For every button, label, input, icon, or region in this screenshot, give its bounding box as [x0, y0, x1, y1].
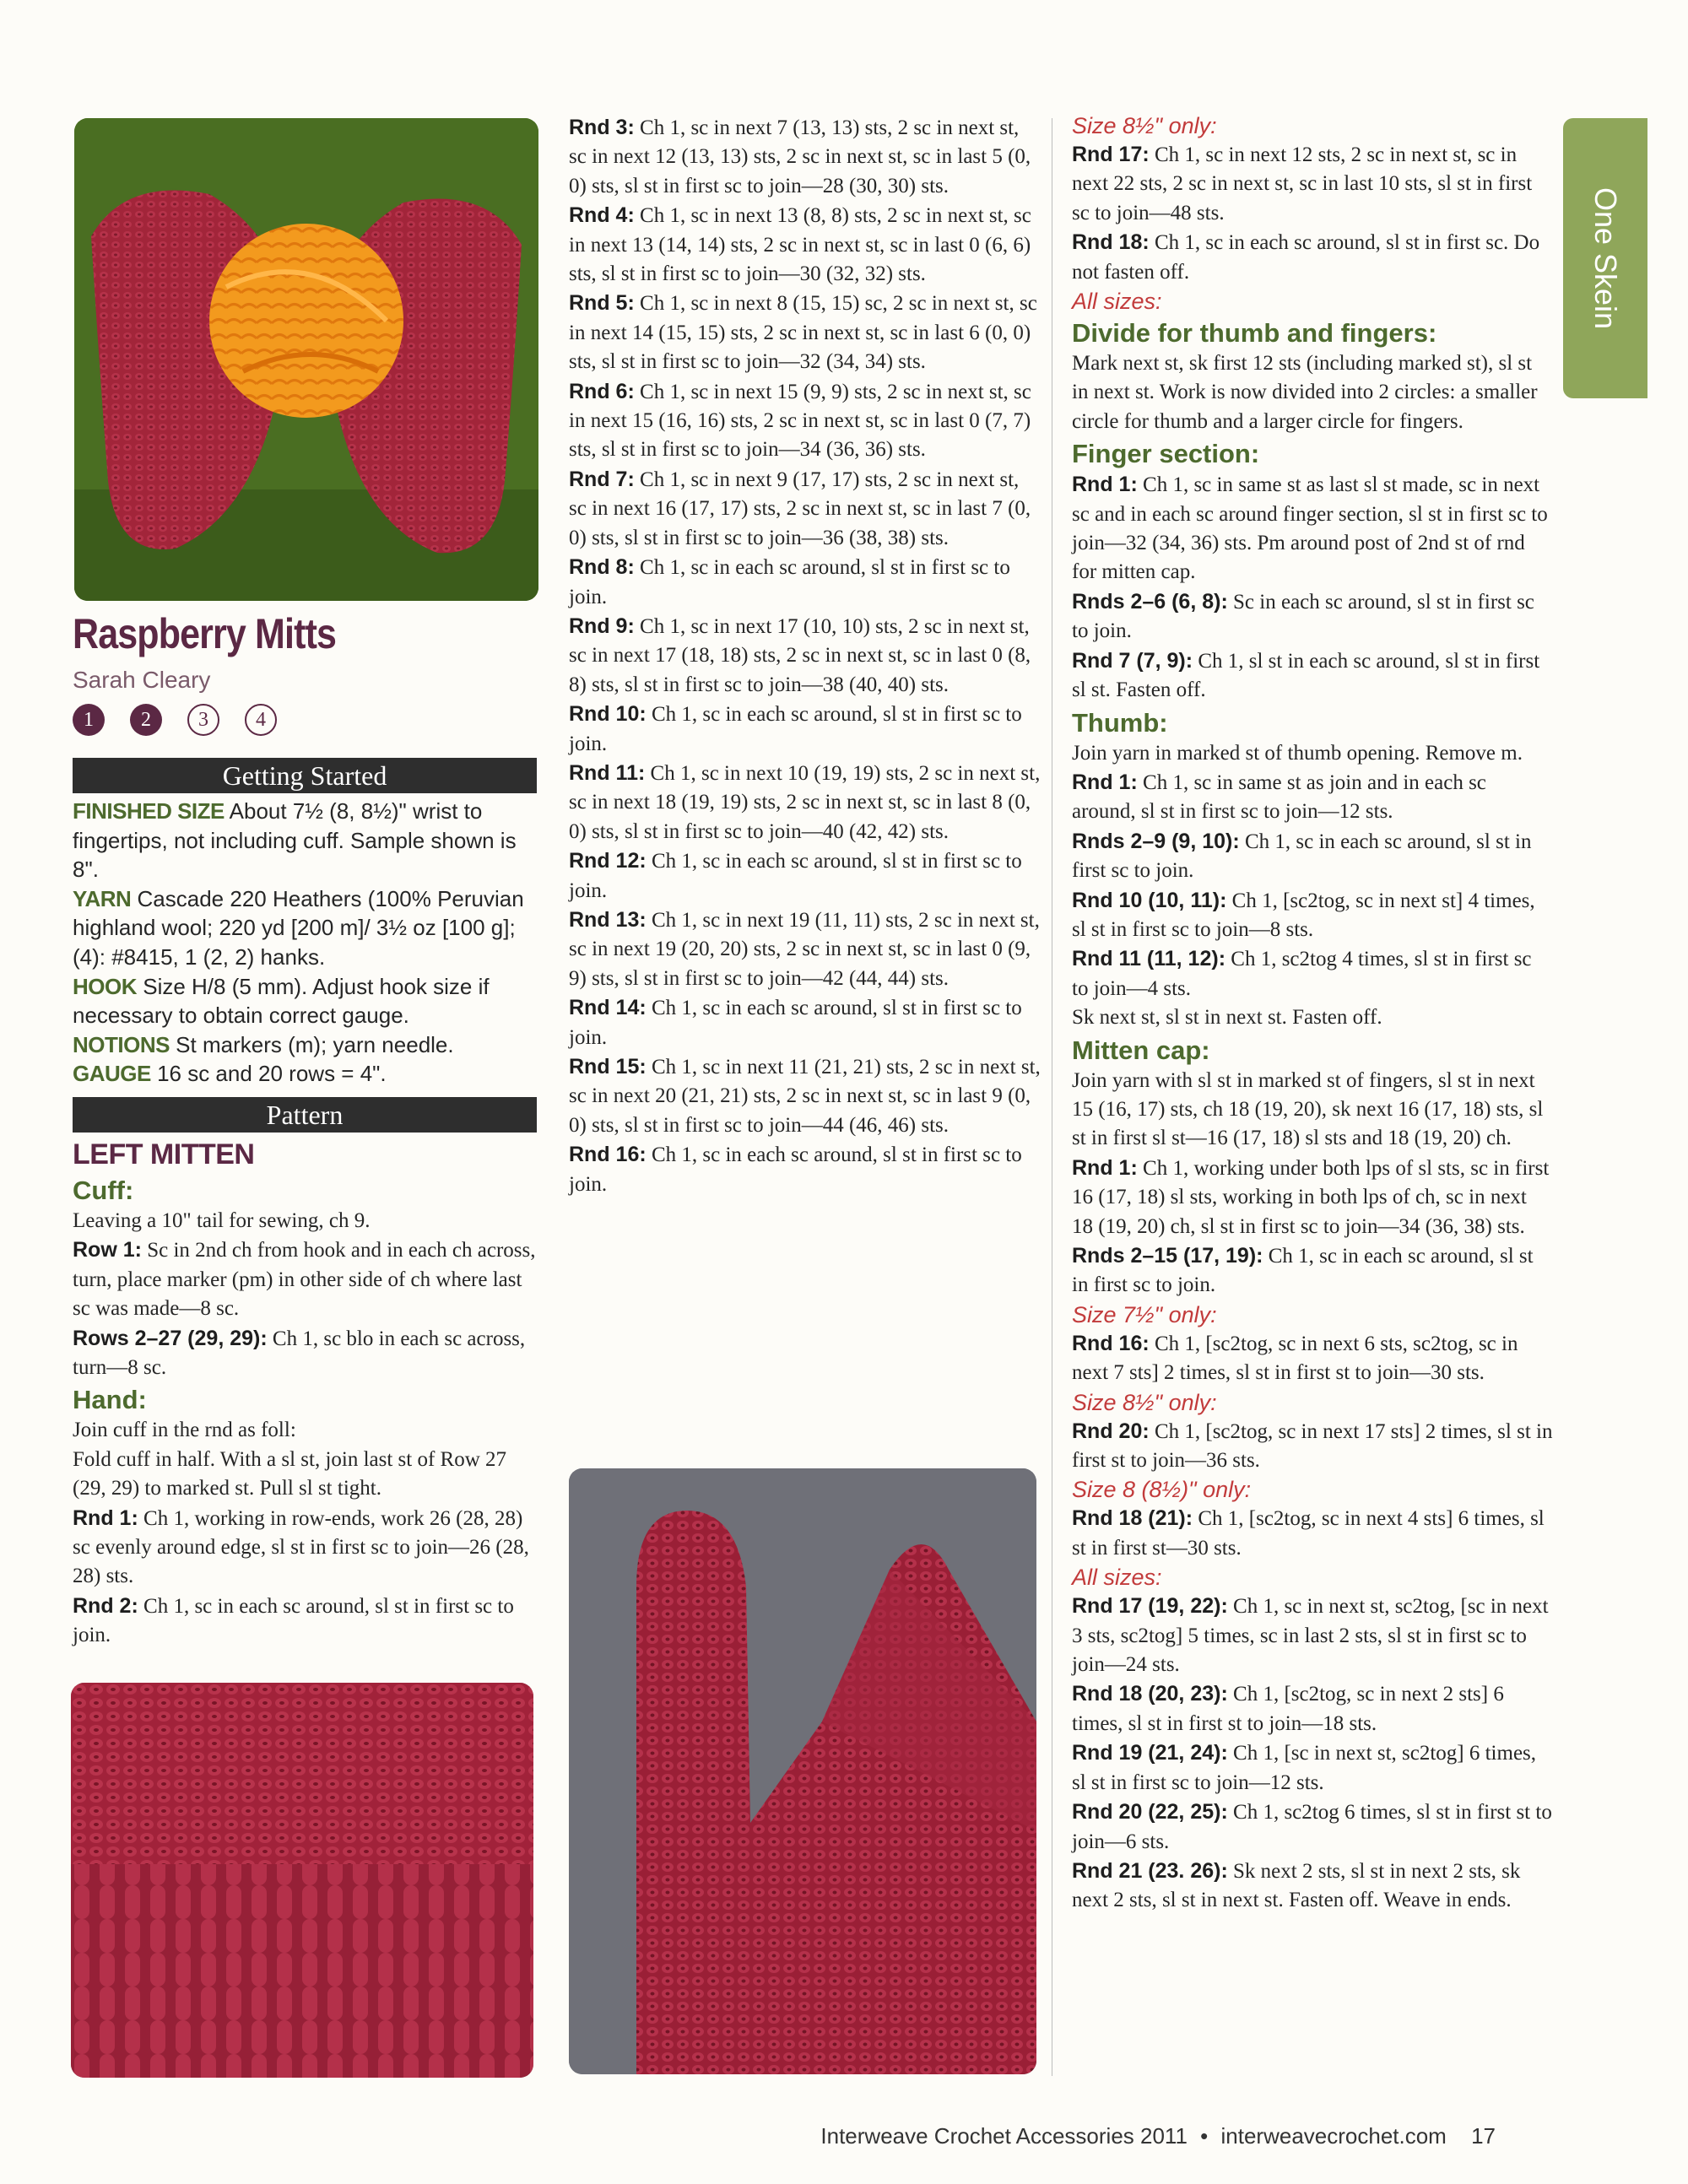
- footer-bullet: •: [1200, 2123, 1209, 2149]
- spec-hook: HOOK Size H/8 (5 mm). Adjust hook size if necessary to obtain correct gauge.: [73, 973, 490, 1029]
- skill-level-1: 1: [73, 704, 105, 736]
- side-tab: [1563, 118, 1647, 398]
- cuff-row-1: Row 1: Sc in 2nd ch from hook and in each ch across, turn, place marker (pm) in other side of ch where last sc was made—8 sc.: [73, 1238, 536, 1321]
- rnd-10: Rnd 10: Ch 1, sc in each sc around, sl st in first sc to join.: [569, 702, 1022, 755]
- right-column: [1072, 111, 1553, 1916]
- rnd-6: Rnd 6: Ch 1, sc in next 15 (9, 9) sts, 2 sc in next st, sc in next 15 (16, 16) sts, 2 sc in next st, sc in last 0 (7, 7) sts, sl st in first sc to join—34 (36, 36) sts.: [569, 379, 1031, 462]
- skill-levels: [73, 704, 277, 736]
- cuff-row-2: Rows 2–27 (29, 29): Ch 1, sc blo in each sc across, turn—8 sc.: [73, 1326, 526, 1379]
- cap-rnd-19-21-24: Rnd 19 (21, 24): Ch 1, [sc in next st, sc2tog] 6 times, sl st in first sc to join—12 sts.: [1072, 1741, 1537, 1794]
- size-8-8-5-only: Size 8 (8½)" only:: [1072, 1477, 1252, 1503]
- cap-rnd-1: Rnd 1: Ch 1, working under both lps of sl sts, sc in first 16 (17, 18) sl sts, working in both lps of ch, sc in next 18 (19, 20) ch, sl st in first sc to join—34 (36, 38) sts.: [1072, 1155, 1550, 1238]
- thumb-rnd-11: Rnd 11 (11, 12): Ch 1, sc2tog 4 times, sl st in first sc to join—4 sts.: [1072, 947, 1532, 1000]
- hand-rnd-2: Rnd 2: Ch 1, sc in each sc around, sl st in first sc to join.: [73, 1593, 514, 1647]
- hero-photo: [74, 118, 538, 601]
- getting-started-section: [73, 753, 537, 1651]
- pattern-heading: Pattern: [73, 1097, 537, 1133]
- size-7-5-only: Size 7½" only:: [1072, 1301, 1217, 1327]
- skill-level-2: 2: [130, 704, 162, 736]
- footer: [820, 2123, 1496, 2149]
- cuff-photo-image: [71, 1683, 533, 2078]
- all-sizes-label: All sizes:: [1072, 289, 1162, 315]
- rnd-13: Rnd 13: Ch 1, sc in next 19 (11, 11) sts, 2 sc in next st, sc in next 19 (20, 20) sts, 2 sc in next st, sc in last 0 (9, 9) sts, sl st in first sc to join—42 (44, 44) sts.: [569, 907, 1040, 990]
- finger-heading: Finger section:: [1072, 439, 1260, 469]
- skill-level-3: 3: [187, 704, 219, 736]
- rnd-16: Rnd 16: Ch 1, sc in each sc around, sl st in first sc to join.: [569, 1143, 1022, 1196]
- thumb-end: Sk next st, sl st in next st. Fasten off.: [1072, 1006, 1382, 1030]
- thumb-heading: Thumb:: [1072, 707, 1168, 738]
- rnd-17-size-8-5: Rnd 17: Ch 1, sc in next 12 sts, 2 sc in next st, sc in next 22 sts, 2 sc in next st, sc in last 10 sts, sl st in first sc to join—48 sts.: [1072, 143, 1533, 224]
- rnd-11: Rnd 11: Ch 1, sc in next 10 (19, 19) sts, 2 sc in next st, sc in next 18 (19, 19) sts, 2 sc in next st, sc in last 8 (0, 0) sts, sl st in first sc to join—40 (42, 42) sts.: [569, 760, 1041, 843]
- finger-rnd-1: Rnd 1: Ch 1, sc in same st as last sl st made, sc in next sc and in each sc around finger section, sl st in first sc to join—32 (34, 36) sts. Pm around post of 2nd st of rnd for mitten cap.: [1072, 473, 1548, 584]
- spec-finished-size: FINISHED SIZE About 7½ (8, 8½)" wrist to fingertips, not including cuff. Sample shown is 8".: [73, 798, 517, 883]
- author: Sarah Cleary: [73, 667, 211, 693]
- all-sizes-label-2: All sizes:: [1072, 1565, 1162, 1591]
- mitten-cap-heading: Mitten cap:: [1072, 1035, 1210, 1065]
- cuff-photo: [71, 1683, 533, 2078]
- spec-notions: NOTIONS St markers (m); yarn needle.: [73, 1031, 454, 1057]
- middle-column: [569, 113, 1041, 1199]
- spec-gauge: GAUGE 16 sc and 20 rows = 4".: [73, 1061, 387, 1087]
- footer-website[interactable]: interweavecrochet.com: [1220, 2123, 1447, 2149]
- side-tab-label: One Skein: [1588, 187, 1623, 330]
- rnd-12: Rnd 12: Ch 1, sc in each sc around, sl st in first sc to join.: [569, 849, 1022, 902]
- cap-rnd-20: Rnd 20: Ch 1, [sc2tog, sc in next 17 sts] 2 times, sl st in first st to join—36 sts.: [1072, 1419, 1553, 1473]
- hand-intro-1: Join cuff in the rnd as foll:: [73, 1419, 296, 1442]
- cuff-heading: Cuff:: [73, 1175, 134, 1205]
- rnd-8: Rnd 8: Ch 1, sc in each sc around, sl st in first sc to join.: [569, 555, 1010, 608]
- left-mitten-heading: LEFT MITTEN: [73, 1138, 255, 1170]
- divide-heading: Divide for thumb and fingers:: [1072, 318, 1437, 349]
- page-title: Raspberry Mitts: [73, 610, 337, 657]
- size-8-5-only-2: Size 8½" only:: [1072, 1389, 1217, 1415]
- rnd-4: Rnd 4: Ch 1, sc in next 13 (8, 8) sts, 2 sc in next st, sc in next 13 (14, 14) sts, 2 sc in next st, sc in last 0 (6, 6) sts, sl st in first sc to join—30 (32, 32) sts.: [569, 203, 1031, 286]
- rnd-5: Rnd 5: Ch 1, sc in next 8 (15, 15) sc, 2 sc in next st, sc in next 14 (15, 15) sts, 2 sc in next st, sc in last 6 (0, 0) sts, sl st in first sc to join—32 (34, 34) sts.: [569, 291, 1037, 374]
- skill-level-4: 4: [245, 704, 277, 736]
- cap-intro: Join yarn with sl st in marked st of fingers, sl st in next 15 (16, 17) sts, ch 18 (19, 20), sk next 16 (17, 18) sts, sl st in first sl st—16 (17, 18) sl sts and 18 (19, 20) ch.: [1072, 1068, 1544, 1150]
- finger-rnds-2-6: Rnds 2–6 (6, 8): Sc in each sc around, sl st in first sc to join.: [1072, 589, 1534, 643]
- finger-rnd-7: Rnd 7 (7, 9): Ch 1, sl st in each sc around, sl st in first sl st. Fasten off.: [1072, 648, 1540, 702]
- hand-intro-2: Fold cuff in half. With a sl st, join last st of Row 27 (29, 29) to marked st. Pull sl st tight.: [73, 1447, 507, 1500]
- mitten-photo-image: [569, 1468, 1036, 2074]
- hand-heading: Hand:: [73, 1385, 147, 1415]
- cuff-intro: Leaving a 10" tail for sewing, ch 9.: [73, 1208, 371, 1232]
- rnd-9: Rnd 9: Ch 1, sc in next 17 (10, 10) sts, 2 sc in next st, sc in next 17 (18, 18) sts, 2 sc in next st, sc in last 0 (8, 8) sts, sl st in first sc to join—38 (40, 40) sts.: [569, 614, 1031, 696]
- page-number: 17: [1471, 2123, 1496, 2149]
- cap-rnd-16: Rnd 16: Ch 1, [sc2tog, sc in next 6 sts, sc2tog, sc in next 7 sts] 2 times, sl st in first st to join—30 sts.: [1072, 1331, 1518, 1385]
- thumb-intro: Join yarn in marked st of thumb opening. Remove m.: [1072, 741, 1523, 765]
- spec-yarn: YARN Cascade 220 Heathers (100% Peruvian highland wool; 220 yd [200 m]/ 3½ oz [100 g]; (4): #8415, 1 (2, 2) hanks.: [73, 885, 524, 970]
- hero-photo-image: [74, 118, 538, 601]
- cap-rnd-21-23-26: Rnd 21 (23. 26): Sk next 2 sts, sl st in next 2 sts, sk next 2 sts, sl st in next st. Fasten off. Weave in ends.: [1072, 1858, 1521, 1912]
- getting-started-heading: Getting Started: [73, 758, 537, 793]
- rnd-7: Rnd 7: Ch 1, sc in next 9 (17, 17) sts, 2 sc in next st, sc in next 16 (17, 17) sts, 2 sc in next st, sc in last 7 (0, 0) sts, sl st in first sc to join—36 (38, 38) sts.: [569, 467, 1031, 549]
- rnd-3: Rnd 3: Ch 1, sc in next 7 (13, 13) sts, 2 sc in next st, sc in next 12 (13, 13) sts, 2 sc in next st, sc in last 5 (0, 0) sts, sl st in first sc to join—28 (30, 30) sts.: [569, 116, 1031, 197]
- rnd-15: Rnd 15: Ch 1, sc in next 11 (21, 21) sts, 2 sc in next st, sc in next 20 (21, 21) sts, 2 sc in next st, sc in last 9 (0, 0) sts, sl st in first sc to join—44 (46, 46) sts.: [569, 1055, 1041, 1137]
- rnd-18-size-8-5: Rnd 18: Ch 1, sc in each sc around, sl st in first sc. Do not fasten off.: [1072, 230, 1540, 284]
- cap-rnd-17-19-22: Rnd 17 (19, 22): Ch 1, sc in next st, sc2tog, [sc in next 3 sts, sc2tog] 5 times, sc in last 2 sts, sl st in first sc to join—24 sts.: [1072, 1594, 1549, 1677]
- rnd-14: Rnd 14: Ch 1, sc in each sc around, sl st in first sc to join.: [569, 996, 1022, 1049]
- footer-publication: Interweave Crochet Accessories 2011: [820, 2123, 1188, 2149]
- cap-rnd-20-22-25: Rnd 20 (22, 25): Ch 1, sc2tog 6 times, sl st in first st to join—6 sts.: [1072, 1800, 1552, 1853]
- cap-rnd-18-21: Rnd 18 (21): Ch 1, [sc2tog, sc in next 4 sts] 6 times, sl st in first st—30 sts.: [1072, 1506, 1545, 1560]
- thumb-rnd-10: Rnd 10 (10, 11): Ch 1, [sc2tog, sc in next st] 4 times, sl st in first sc to join—8 sts.: [1072, 888, 1535, 941]
- thumb-rnds-2-9: Rnds 2–9 (9, 10): Ch 1, sc in each sc around, sl st in first sc to join.: [1072, 829, 1532, 883]
- thumb-rnd-1: Rnd 1: Ch 1, sc in same st as join and in each sc around, sl st in first sc to join—12 sts.: [1072, 770, 1486, 824]
- mitten-photo: [569, 1468, 1036, 2074]
- cap-rnds-2-15: Rnds 2–15 (17, 19): Ch 1, sc in each sc around, sl st in first sc to join.: [1072, 1244, 1534, 1297]
- hand-rnd-1: Rnd 1: Ch 1, working in row-ends, work 26 (28, 28) sc evenly around edge, sl st in first sc to join—26 (28, 28) sts.: [73, 1506, 529, 1588]
- divide-text: Mark next st, sk first 12 sts (including marked st), sl st in next st. Work is now divided into 2 circles: a smaller circle for thumb and a larger circle for fingers.: [1072, 352, 1538, 433]
- size-8-5-only: Size 8½" only:: [1072, 113, 1217, 138]
- cap-rnd-18-20-23: Rnd 18 (20, 23): Ch 1, [sc2tog, sc in next 2 sts] 6 times, sl st in first st to join—18 sts.: [1072, 1682, 1504, 1735]
